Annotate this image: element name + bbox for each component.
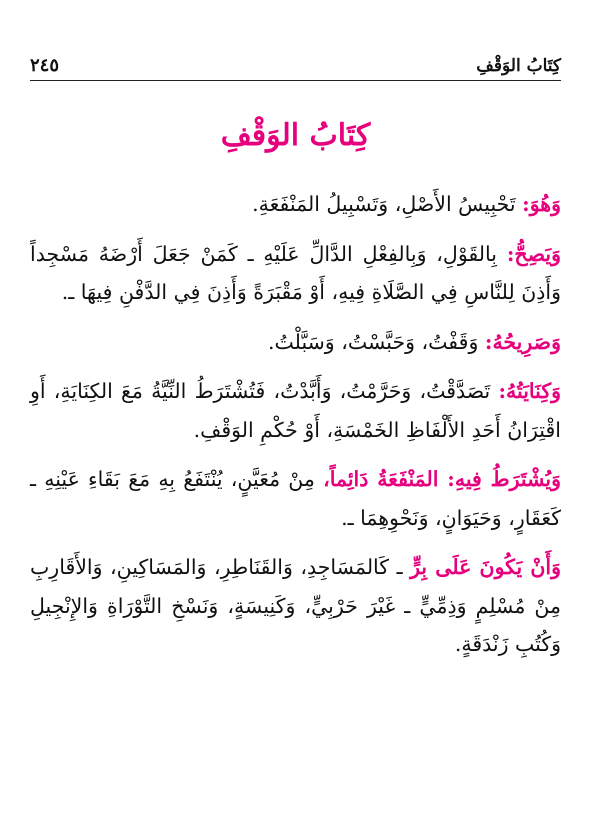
paragraph-text: بِالقَوْلِ، وَبِالفِعْلِ الدَّالِّ عَلَيْهِ ـ كَمَنْ جَعَلَ أَرْضَهُ مَسْجِداً وَأَذِنَ لِلنَّاسِ فِي الصَّلَاةِ فِيهِ، أَوْ مَقْبَرَةً وَأَذِنَ فِي الدَّفْنِ فِيهَا ـ. bbox=[30, 241, 561, 304]
paragraph-text: تَصَدَّقْتُ، وَحَرَّمْتُ، وَأَبَّدْتُ، فَتُشْتَرَطُ النِّيَّةُ مَعَ الكِنَايَةِ، أَوِ اقْتِرَانُ أَحَدِ الأَلْفَاظِ الخَمْسَةِ، أَوْ حُكْمِ الوَقْفِ. bbox=[30, 379, 561, 442]
paragraph bbox=[30, 460, 561, 537]
paragraph bbox=[30, 235, 561, 312]
paragraph-keyword: وَكِنَايَتُهُ: bbox=[498, 379, 561, 403]
paragraph bbox=[30, 548, 561, 664]
paragraph-keyword: وَيَصِحُّ: bbox=[506, 241, 561, 266]
paragraph-text: تَحْبِيسُ الأَصْلِ، وَتَسْبِيلُ المَنْفَعَةِ. bbox=[252, 192, 523, 216]
page-number: ٢٤٥ bbox=[30, 55, 60, 76]
paragraph bbox=[30, 372, 561, 449]
chapter-title: كِتَابُ الوَقْفِ bbox=[220, 118, 371, 153]
paragraph bbox=[30, 323, 561, 362]
paragraph-text: مِنْ مُعَيَّنٍ، يُنْتَفَعُ بِهِ مَعَ بَقَاءِ عَيْنِهِ ـ كَعَقَارٍ، وَحَيَوَانٍ، وَنَحْوِهِمَا ـ. bbox=[30, 467, 561, 530]
body-text bbox=[30, 185, 561, 675]
paragraph-keyword: وَيُشْتَرَطُ فِيهِ: المَنْفَعَةُ دَائِماً، bbox=[323, 467, 561, 491]
paragraph-keyword: وَصَرِيحُهُ: bbox=[484, 329, 561, 354]
paragraph-text: ـ كَالمَسَاجِدِ، وَالقَنَاطِرِ، وَالمَسَاكِينِ، وَالأَقَارِبِ مِنْ مُسْلِمٍ وَذِمِّيٍّ ـ غَيْرَ حَرْبِيٍّ، وَكَنِيسَةٍ، وَنَسْخِ التَّوْرَاةِ وَالإِنْجِيلِ وَكُتُبِ زَنْدَقَةٍ. bbox=[30, 555, 561, 656]
paragraph-text: وَقَفْتُ، وَحَبَّسْتُ، وَسَبَّلْتُ. bbox=[268, 329, 485, 354]
page-header bbox=[30, 52, 561, 81]
paragraph-keyword: وَأَنْ يَكُونَ عَلَى بِرٍّ bbox=[410, 555, 561, 579]
running-title: كِتَابُ الوَقْفِ bbox=[476, 56, 561, 76]
paragraph bbox=[30, 185, 561, 224]
paragraph-keyword: وَهُوَ: bbox=[522, 192, 561, 216]
